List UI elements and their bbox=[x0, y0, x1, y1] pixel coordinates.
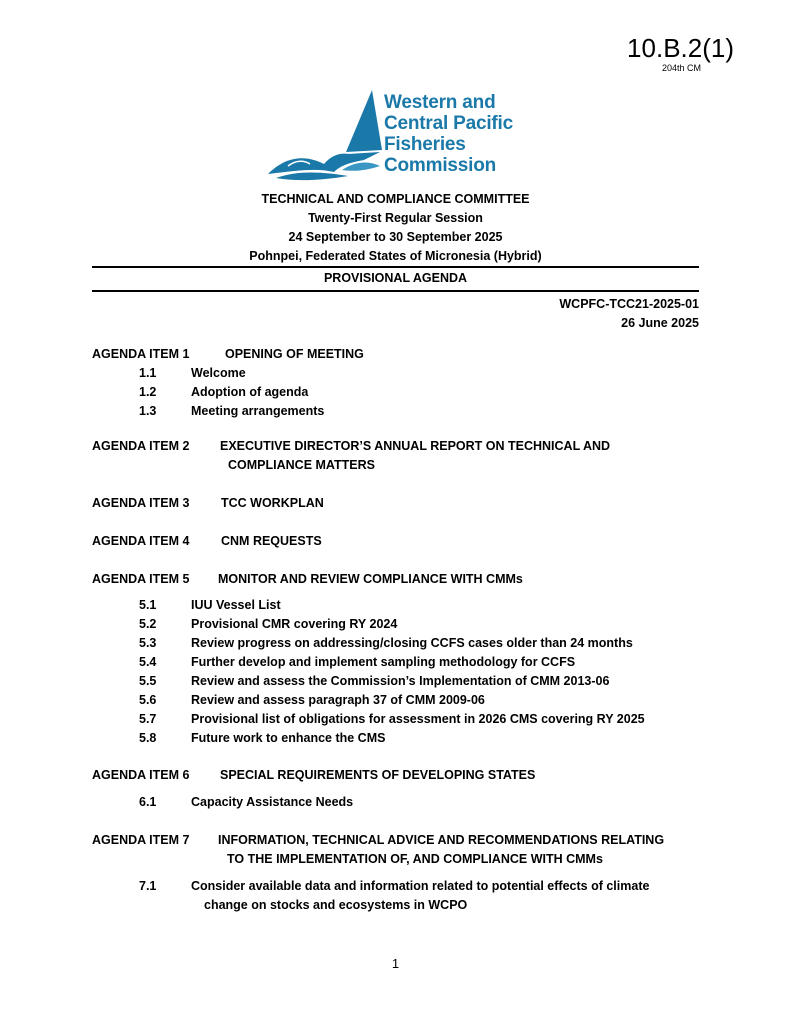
agenda-banner: PROVISIONAL AGENDA bbox=[323, 271, 468, 285]
agenda-item-1 bbox=[92, 346, 364, 363]
agenda-item-title: MONITOR AND REVIEW COMPLIANCE WITH CMMs bbox=[218, 572, 523, 586]
agenda-item-label: AGENDA ITEM 1 bbox=[92, 347, 190, 361]
sub-item-text: Review and assess paragraph 37 of CMM 2009-06 bbox=[191, 693, 485, 707]
agenda-item-5 bbox=[92, 571, 523, 588]
sub-item-number: 5.5 bbox=[139, 674, 157, 688]
agenda-item-label: AGENDA ITEM 5 bbox=[92, 572, 190, 586]
sub-item-text: Provisional list of obligations for assessment in 2026 CMS covering RY 2025 bbox=[191, 712, 645, 726]
agenda-item-label: AGENDA ITEM 2 bbox=[92, 439, 190, 453]
sub-item-number: 5.6 bbox=[139, 693, 157, 707]
agenda-item-label: AGENDA ITEM 4 bbox=[92, 534, 190, 548]
session-title: Twenty-First Regular Session bbox=[308, 211, 483, 225]
sub-item-text: IUU Vessel List bbox=[191, 598, 281, 612]
sub-item-number: 5.2 bbox=[139, 617, 157, 631]
sub-item-text: Review progress on addressing/closing CCFS cases older than 24 months bbox=[191, 636, 633, 650]
agenda-item-label: AGENDA ITEM 6 bbox=[92, 768, 190, 782]
sub-item-number: 1.3 bbox=[139, 404, 157, 418]
sub-item-text: Provisional CMR covering RY 2024 bbox=[191, 617, 398, 631]
logo-line-1: Western and bbox=[384, 92, 496, 113]
sub-item-number: 6.1 bbox=[139, 795, 157, 809]
sub-item-text: Future work to enhance the CMS bbox=[191, 731, 386, 745]
meeting-dates: 24 September to 30 September 2025 bbox=[288, 230, 503, 244]
sub-item-text: Adoption of agenda bbox=[191, 385, 309, 399]
logo-wordmark bbox=[384, 92, 513, 176]
sub-item-text: Welcome bbox=[191, 366, 246, 380]
sub-item-number: 5.4 bbox=[139, 655, 157, 669]
agenda-item-4 bbox=[92, 533, 322, 550]
page-number: 1 bbox=[391, 956, 400, 971]
document-reference: WCPFC-TCC21-2025-01 bbox=[559, 297, 699, 311]
sub-item-text: Consider available data and information related to potential effects of climate bbox=[191, 879, 650, 893]
sub-item-text: Further develop and implement sampling methodology for CCFS bbox=[191, 655, 576, 669]
agenda-item-title-cont: COMPLIANCE MATTERS bbox=[228, 458, 375, 472]
document-date: 26 June 2025 bbox=[621, 316, 699, 330]
sub-item-text: Meeting arrangements bbox=[191, 404, 325, 418]
agenda-item-7 bbox=[92, 832, 665, 866]
logo-line-2: Central Pacific bbox=[384, 113, 513, 134]
sub-item-number: 1.2 bbox=[139, 385, 157, 399]
committee-title: TECHNICAL AND COMPLIANCE COMMITTEE bbox=[261, 192, 530, 206]
sub-item-number: 5.8 bbox=[139, 731, 157, 745]
agenda-item-title: OPENING OF MEETING bbox=[225, 347, 364, 361]
sub-item-text: Capacity Assistance Needs bbox=[191, 795, 354, 809]
agenda-item-label: AGENDA ITEM 3 bbox=[92, 496, 190, 510]
agenda-item-label: AGENDA ITEM 7 bbox=[92, 833, 190, 847]
agenda-item-title: SPECIAL REQUIREMENTS OF DEVELOPING STATES bbox=[220, 768, 536, 782]
sub-item-number: 5.3 bbox=[139, 636, 157, 650]
agenda-item-title: EXECUTIVE DIRECTOR’S ANNUAL REPORT ON TECHNICAL AND bbox=[220, 439, 611, 453]
agenda-item-2 bbox=[92, 438, 611, 472]
header-rule-bottom bbox=[92, 290, 699, 292]
sub-item-number: 1.1 bbox=[139, 366, 157, 380]
sub-item-number: 5.7 bbox=[139, 712, 157, 726]
agenda-item-6 bbox=[92, 767, 536, 784]
logo-line-4: Commission bbox=[384, 155, 497, 176]
header-rule-top bbox=[92, 266, 699, 268]
sub-item-text: Review and assess the Commission’s Implementation of CMM 2013-06 bbox=[191, 674, 610, 688]
agenda-item-3 bbox=[92, 495, 324, 512]
agenda-item-title: INFORMATION, TECHNICAL ADVICE AND RECOMMENDATIONS RELATING bbox=[218, 833, 665, 847]
logo-line-3: Fisheries bbox=[384, 134, 466, 155]
agenda-item-title-cont: TO THE IMPLEMENTATION OF, AND COMPLIANCE WITH CMMs bbox=[227, 852, 603, 866]
sub-item-text-cont: change on stocks and ecosystems in WCPO bbox=[204, 898, 468, 912]
agenda-item-title: CNM REQUESTS bbox=[221, 534, 322, 548]
sub-item-number: 5.1 bbox=[139, 598, 157, 612]
document-code: 10.B.2(1) bbox=[627, 33, 734, 63]
agenda-item-title: TCC WORKPLAN bbox=[221, 496, 324, 510]
meeting-location: Pohnpei, Federated States of Micronesia (Hybrid) bbox=[249, 249, 542, 263]
sub-item-number: 7.1 bbox=[139, 879, 157, 893]
document-code-sub: 204th CM bbox=[661, 63, 701, 73]
